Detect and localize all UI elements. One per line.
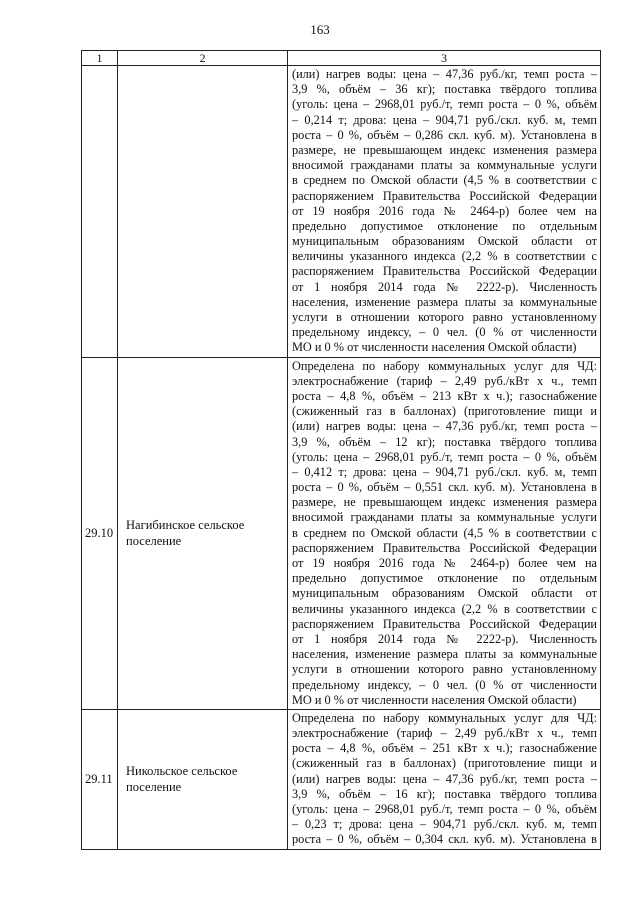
text-line: (сжиженный газ в баллонах) (приготовление пищи и [292,756,597,771]
text-line: (или) нагрев воды: цена – 47,36 руб./кг, темп роста – [292,419,597,434]
text-line: МО и 0 % от численности населения Омской области) [292,692,577,707]
text-line: распоряжением Правительства Российской Федерации [292,616,597,631]
text-line: (уголь: цена – 2968,01 руб./т, темп роста – 0 %, объём [292,97,597,112]
municipality-name: Никольское сельское поселение [118,709,288,849]
row-number: 29.11 [82,709,118,849]
text-line: роста – 0 %, объём – 0,304 скл. куб. м). Установлена в [292,832,597,847]
text-line: (уголь: цена – 2968,01 руб./т, темп роста – 0 %, объём [292,802,597,816]
header-col-3: 3 [288,51,601,66]
text-line: в среднем по Омской области (4,5 % в соответствии с [292,173,597,188]
text-line: (уголь: цена – 2968,01 руб./т, темп роста – 0 %, объём [292,449,597,464]
text-line: размере, не превышающем индекс изменения размера [292,142,597,157]
header-col-2: 2 [118,51,288,66]
table-row [82,357,601,709]
text-line: 3,9 %, объём – 16 кг); поставка твёрдого топлива [292,786,597,801]
text-line: электроснабжение (тариф – 2,49 руб./кВт х ч., темп [292,726,597,741]
text-line: 3,9 %, объём – 12 кг); поставка твёрдого топлива [292,434,597,449]
text-line: от 1 ноября 2014 года № 2222-р). Численность [292,279,597,294]
text-line: предельному индексу, – 0 чел. (0 % от численности [292,677,597,692]
text-line: распоряжением Правительства Российской Федерации [292,188,597,203]
municipality-name [118,66,288,358]
text-line: в среднем по Омской области (4,5 % в соответствии с [292,525,597,540]
row-number: 29.10 [82,357,118,709]
text-line: величины указанного индекса (2,2 % в соответствии с [292,249,597,264]
text-line: (или) нагрев воды: цена – 47,36 руб./кг, темп роста – [292,771,597,786]
text-line: роста – 4,8 %, объём – 251 кВт х ч.); газоснабжение [292,741,597,756]
text-line: от 19 ноября 2016 года № 2464-р) более чем на [292,203,597,218]
text-line: населения, изменение размера платы за коммунальные [292,647,597,662]
text-line: Определена по набору коммунальных услуг для ЧД: [292,710,597,725]
text-line: распоряжением Правительства Российской Федерации [292,540,597,555]
text-line: МО и 0 % от численности населения Омской области) [292,340,577,355]
text-line: величины указанного индекса (2,2 % в соответствии с [292,601,597,616]
text-line: предельному индексу, – 0 чел. (0 % от численности [292,325,597,340]
text-line: электроснабжение (тариф – 2,49 руб./кВт х ч., темп [292,373,597,388]
table-row [82,66,601,358]
text-line: роста – 4,8 %, объём – 213 кВт х ч.); газоснабжение [292,388,597,403]
text-line: 3,9 %, объём – 36 кг); поставка твёрдого топлива [292,82,597,97]
text-line: услуги в отношении которого равно установленному [292,662,597,677]
row-description [288,357,601,709]
text-line: муниципальным образованиям Омской области от [292,586,597,601]
text-line: распоряжением Правительства Российской Федерации [292,264,597,279]
row-description [288,66,601,358]
header-row [82,51,601,66]
text-line: (сжиженный газ в баллонах) (приготовление пищи и [292,404,597,419]
text-line: (или) нагрев воды: цена – 47,36 руб./кг, темп роста – [292,67,597,81]
text-line: вносимой гражданами платы за коммунальные услуги [292,158,597,173]
text-line: услуги в отношении которого равно установленному [292,310,597,324]
municipality-name: Нагибинское сельское поселение [118,357,288,709]
text-line: предельно допустимое отклонение по отдельным [292,571,597,586]
text-line: – 0,214 т; дрова: цена – 904,71 руб./скл. куб. м, темп [292,112,597,127]
text-line: предельно допустимое отклонение по отдельным [292,218,597,233]
header-col-1: 1 [82,51,118,66]
table-row [82,709,601,849]
page-number: 163 [310,22,330,37]
text-line: муниципальным образованиям Омской области от [292,234,597,249]
text-line: населения, изменение размера платы за коммунальные [292,294,597,309]
row-description [288,709,601,849]
text-line: вносимой гражданами платы за коммунальные услуги [292,510,597,525]
text-line: роста – 0 %, объём – 0,551 скл. куб. м). Установлена в [292,480,597,495]
text-line: от 1 ноября 2014 года № 2222-р). Численность [292,631,597,646]
text-line: роста – 0 %, объём – 0,286 скл. куб. м). Установлена в [292,127,597,142]
text-line: – 0,412 т; дрова: цена – 904,71 руб./скл. куб. м, темп [292,464,597,479]
municipal-table [81,50,601,850]
text-line: размере, не превышающем индекс изменения размера [292,495,597,510]
row-number [82,66,118,358]
text-line: – 0,23 т; дрова: цена – 904,71 руб./скл. куб. м, темп [292,817,597,832]
text-line: от 19 ноября 2016 года № 2464-р) более чем на [292,556,597,570]
text-line: Определена по набору коммунальных услуг для ЧД: [292,358,597,373]
